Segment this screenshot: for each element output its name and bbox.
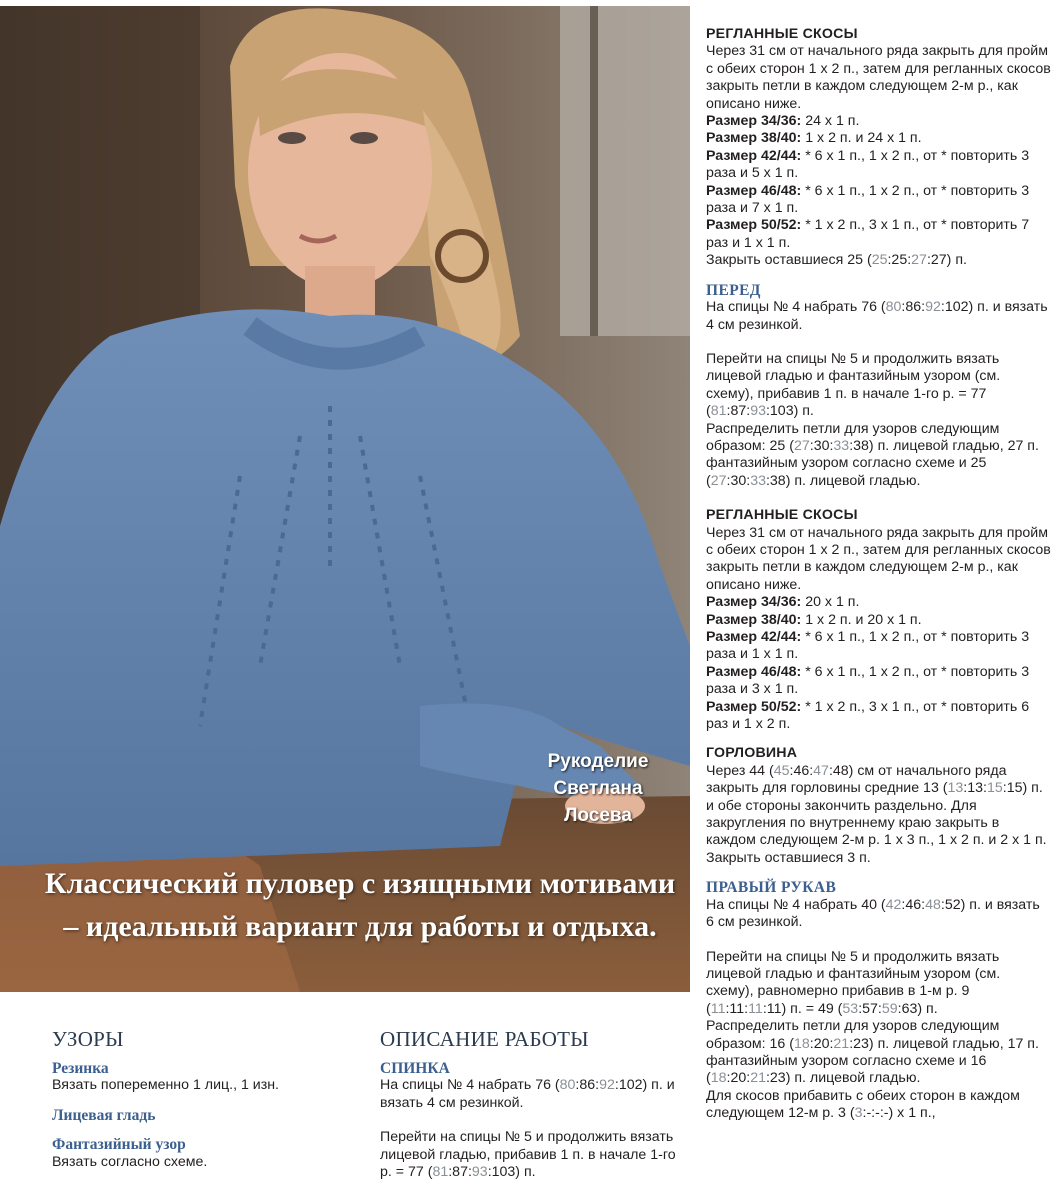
fancy-title: Фантазийный узор (52, 1136, 186, 1154)
raglan-back-intro: Через 31 см от начального ряда закрыть для пройм с обеих сторон 1 х 2 п., затем для регланных скосов закрыть петли в каждом следующем 2-м р., как описано ниже. (706, 43, 1051, 112)
sleeve-increase: Для скосов прибавить с обеих сторон в каждом следующем 12-м р. 3 (3:-:-:-) х 1 п., (706, 1087, 1020, 1122)
raglan-front-intro: Через 31 см от начального ряда закрыть для пройм с обеих сторон 1 х 2 п., затем для регланных скосов закрыть петли в каждом следующем 2-м р., как описано ниже. (706, 524, 1051, 593)
back-cast-on: На спицы № 4 набрать 76 (80:86:92:102) п. и вязать 4 см резинкой. (380, 1077, 675, 1111)
sleeve-cast-on: На спицы № 4 набрать 40 (42:46:48:52) п. и вязать 6 см резинкой. (706, 896, 1040, 931)
raglan-back-size-4: Размер 46/48: * 6 х 1 п., 1 х 2 п., от * повторить 3 раза и 7 х 1 п. (706, 182, 1030, 217)
raglan-front-size-3: Размер 42/44: * 6 х 1 п., 1 х 2 п., от * повторить 3 раза и 1 х 1 п. (706, 629, 1030, 663)
right-column (706, 26, 1051, 1123)
rib-text: Вязать попеременно 1 лиц., 1 изн. (52, 1077, 279, 1094)
model-photo (0, 6, 690, 992)
front-body: Перейти на спицы № 5 и продолжить вязать лицевой гладью и фантазийным узором (см. схему), прибавив 1 п. в начале 1-го р. = 77 (81:87:93:103) п. (706, 350, 1001, 420)
sleeve-body: Перейти на спицы № 5 и продолжить вязать лицевой гладью и фантазийным узором (см. схему), равномерно прибавив в 1-м р. 9 (11:11:11:11) п. = 49 (53:57:59:63) п. (706, 948, 1001, 1017)
raglan-front-size-4: Размер 46/48: * 6 х 1 п., 1 х 2 п., от * повторить 3 раза и 3 х 1 п. (706, 663, 1030, 698)
photo-credit: Рукоделие Светлана Лосева (547, 751, 649, 826)
raglan-front-size-1: Размер 34/36: 20 х 1 п. (706, 594, 860, 611)
patterns-column (52, 1026, 352, 1171)
raglan-back-size-1: Размер 34/36: 24 х 1 п. (706, 113, 860, 130)
work-description-column (380, 1026, 690, 1181)
back-body: Перейти на спицы № 5 и продолжить вязать лицевой гладью, прибавив 1 п. в начале 1-го р. = 77 (81:87:93:103) п. (380, 1129, 676, 1181)
sleeve-distribute: Распределить петли для узоров следующим образом: 16 (18:20:21:23) п. лицевой гладью, 17 п. фантазийным узором согласно схеме и 16 (18:20:21:23) п. лицевой гладью. (706, 1018, 1039, 1087)
patterns-title: УЗОРЫ (52, 1027, 124, 1051)
section-title-neck: ГОРЛОВИНА (706, 745, 798, 762)
section-title-raglan-back: РЕГЛАННЫЕ СКОСЫ (706, 26, 858, 42)
photo-illustration (0, 6, 690, 992)
section-title-front: ПЕРЕД (706, 281, 761, 299)
stockinette-title: Лицевая гладь (52, 1106, 156, 1124)
back-title: СПИНКА (380, 1060, 450, 1077)
neck-text: Через 44 (45:46:47:48) см от начального ряда закрыть для горловины средние 13 (13:13:15:15) п. и обе стороны закончить раздельно. Для закругления по внутреннему краю закрыть в каждом следующем 2-м р. 1 х 3 п., 1 х 2 п. и 2 х 1 п. Закрыть оставшиеся 3 п. (706, 762, 1047, 866)
work-description-title: ОПИСАНИЕ РАБОТЫ (380, 1027, 589, 1051)
front-distribute: Распределить петли для узоров следующим образом: 25 (27:30:33:38) п. лицевой гладью, 27 п. фантазийным узором согласно схеме и 25 (27:30:33:38) п. лицевой гладью. (706, 420, 1039, 489)
section-title-raglan-front: РЕГЛАННЫЕ СКОСЫ (706, 507, 858, 524)
fancy-text: Вязать согласно схеме. (52, 1153, 208, 1170)
raglan-back-close: Закрыть оставшиеся 25 (25:25:27:27) п. (706, 252, 967, 269)
raglan-front-size-2: Размер 38/40: 1 х 2 п. и 20 х 1 п. (706, 611, 922, 628)
raglan-front-size-5: Размер 50/52: * 1 х 2 п., 3 х 1 п., от * повторить 6 раз и 1 х 2 п. (706, 698, 1030, 733)
section-title-right-sleeve: ПРАВЫЙ РУКАВ (706, 879, 837, 897)
front-cast-on: На спицы № 4 набрать 76 (80:86:92:102) п. и вязать 4 см резинкой. (706, 299, 1048, 333)
raglan-back-size-5: Размер 50/52: * 1 х 2 п., 3 х 1 п., от * повторить 7 раз и 1 х 1 п. (706, 217, 1030, 251)
headline: Классический пуловер с изящными мотивами – идеальный вариант для работы и отдыха. (44, 867, 676, 943)
rib-title: Резинка (52, 1060, 109, 1077)
raglan-back-size-2: Размер 38/40: 1 х 2 п. и 24 х 1 п. (706, 130, 922, 147)
raglan-back-size-3: Размер 42/44: * 6 х 1 п., 1 х 2 п., от * повторить 3 раза и 5 х 1 п. (706, 147, 1030, 182)
